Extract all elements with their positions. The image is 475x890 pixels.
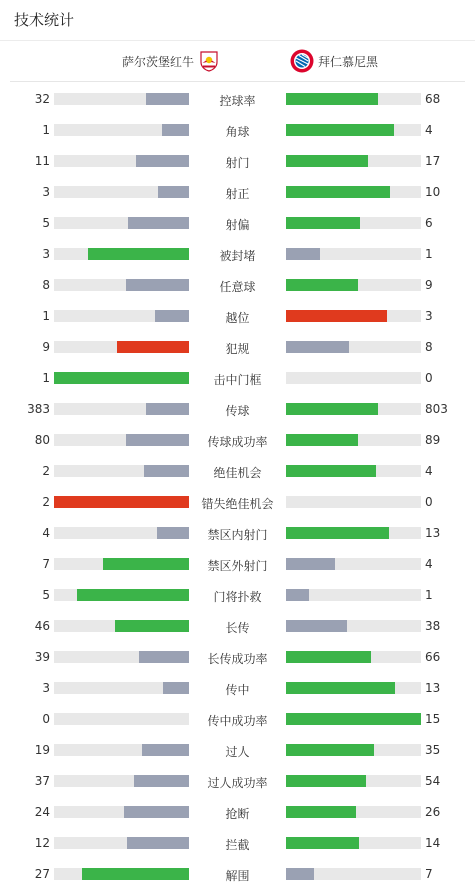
home-bar-track	[54, 403, 189, 415]
away-bar-fill	[286, 713, 421, 725]
home-bar-track	[54, 837, 189, 849]
away-bar-fill	[286, 775, 366, 787]
away-bar-track	[286, 527, 421, 539]
home-value: 0	[42, 712, 50, 726]
away-bar-track	[286, 217, 421, 229]
away-bar-track	[286, 434, 421, 446]
home-bar-track	[54, 155, 189, 167]
home-value: 27	[34, 867, 50, 881]
away-value: 1	[425, 247, 433, 261]
home-bar-fill	[127, 837, 189, 849]
home-team[interactable]	[122, 50, 220, 72]
home-bar-fill	[163, 682, 189, 694]
stat-row	[0, 425, 475, 456]
home-value: 3	[42, 185, 50, 199]
stat-label: 抢断	[225, 807, 250, 821]
away-team-name: 拜仁慕尼黑	[318, 54, 379, 69]
home-bar-fill	[155, 310, 189, 322]
stat-row	[0, 239, 475, 270]
stat-label: 射正	[225, 187, 250, 201]
away-value: 54	[425, 774, 441, 788]
away-value: 13	[425, 526, 441, 540]
home-bar-track	[54, 775, 189, 787]
stat-label: 禁区外射门	[207, 559, 268, 573]
stat-label: 传球	[225, 404, 250, 418]
home-value: 4	[42, 526, 50, 540]
stat-label: 越位	[225, 311, 250, 325]
home-bar-track	[54, 806, 189, 818]
home-bar-fill	[54, 372, 189, 384]
away-value: 803	[425, 402, 448, 416]
stat-label: 击中门框	[213, 373, 262, 387]
away-value: 35	[425, 743, 441, 757]
stat-label: 传球成功率	[207, 435, 268, 449]
away-bar-track	[286, 837, 421, 849]
home-bar-fill	[126, 279, 189, 291]
home-value: 5	[42, 216, 50, 230]
stat-row	[0, 270, 475, 301]
away-bar-track	[286, 310, 421, 322]
away-bar-fill	[286, 744, 374, 756]
away-value: 0	[425, 371, 433, 385]
stat-row	[0, 456, 475, 487]
stat-label: 拦截	[225, 838, 250, 852]
away-bar-track	[286, 279, 421, 291]
home-bar-track	[54, 279, 189, 291]
home-bar-track	[54, 682, 189, 694]
away-bar-fill	[286, 434, 358, 446]
stat-row	[0, 704, 475, 735]
away-value: 3	[425, 309, 433, 323]
stat-label: 错失绝佳机会	[201, 497, 274, 511]
away-bar-track	[286, 682, 421, 694]
home-bar-track	[54, 713, 189, 725]
home-bar-track	[54, 527, 189, 539]
away-bar-fill	[286, 93, 378, 105]
home-bar-fill	[144, 465, 189, 477]
home-bar-track	[54, 310, 189, 322]
home-bar-track	[54, 341, 189, 353]
away-bar-fill	[286, 403, 378, 415]
home-bar-track	[54, 124, 189, 136]
home-value: 37	[34, 774, 50, 788]
stat-row	[0, 611, 475, 642]
stat-label: 角球	[225, 125, 250, 139]
home-bar-fill	[77, 589, 189, 601]
away-bar-fill	[286, 217, 360, 229]
team-header	[10, 41, 465, 82]
away-bar-fill	[286, 868, 314, 880]
away-value: 17	[425, 154, 441, 168]
stat-label: 任意球	[219, 280, 256, 294]
home-team-name: 萨尔茨堡红牛	[121, 54, 194, 69]
stat-label: 控球率	[219, 94, 256, 108]
home-value: 24	[34, 805, 50, 819]
home-value: 12	[34, 836, 50, 850]
away-value: 26	[425, 805, 441, 819]
away-bar-track	[286, 372, 421, 384]
home-value: 1	[42, 123, 50, 137]
away-bar-fill	[286, 279, 358, 291]
home-bar-fill	[136, 155, 189, 167]
stat-row	[0, 301, 475, 332]
away-value: 6	[425, 216, 433, 230]
home-value: 46	[34, 619, 50, 633]
away-bar-track	[286, 713, 421, 725]
home-value: 19	[34, 743, 50, 757]
stat-label: 射偏	[225, 218, 250, 232]
away-value: 68	[425, 92, 441, 106]
home-bar-fill	[146, 403, 189, 415]
home-bar-fill	[82, 868, 189, 880]
home-bar-fill	[128, 217, 189, 229]
home-value: 32	[34, 92, 50, 106]
away-bar-fill	[286, 310, 387, 322]
away-value: 89	[425, 433, 441, 447]
home-bar-track	[54, 434, 189, 446]
home-bar-fill	[126, 434, 189, 446]
stat-row	[0, 177, 475, 208]
home-value: 1	[42, 309, 50, 323]
home-bar-track	[54, 651, 189, 663]
away-bar-fill	[286, 558, 335, 570]
away-bar-fill	[286, 248, 320, 260]
home-bar-track	[54, 589, 189, 601]
away-bar-track	[286, 124, 421, 136]
home-bar-fill	[158, 186, 189, 198]
home-value: 11	[34, 154, 50, 168]
home-bar-track	[54, 186, 189, 198]
away-bar-track	[286, 775, 421, 787]
stat-row	[0, 518, 475, 549]
home-bar-fill	[146, 93, 189, 105]
bayern-munich-logo-icon	[290, 49, 314, 73]
home-bar-track	[54, 217, 189, 229]
away-bar-track	[286, 868, 421, 880]
home-bar-fill	[54, 496, 189, 508]
stat-row	[0, 735, 475, 766]
stat-label: 长传	[225, 621, 250, 635]
away-bar-track	[286, 744, 421, 756]
away-bar-fill	[286, 806, 356, 818]
away-bar-fill	[286, 341, 349, 353]
stat-row	[0, 208, 475, 239]
stat-label: 被封堵	[219, 249, 256, 263]
stat-row	[0, 797, 475, 828]
stat-row	[0, 549, 475, 580]
away-bar-fill	[286, 155, 368, 167]
stat-row	[0, 146, 475, 177]
stat-label: 解围	[225, 869, 250, 883]
stat-row	[0, 580, 475, 611]
stat-label: 传中成功率	[207, 714, 268, 728]
away-value: 66	[425, 650, 441, 664]
home-bar-track	[54, 465, 189, 477]
red-bull-salzburg-logo-icon	[198, 50, 220, 72]
home-bar-track	[54, 558, 189, 570]
away-bar-track	[286, 155, 421, 167]
away-value: 4	[425, 557, 433, 571]
home-value: 8	[42, 278, 50, 292]
away-bar-track	[286, 806, 421, 818]
away-bar-track	[286, 589, 421, 601]
away-value: 4	[425, 123, 433, 137]
away-bar-fill	[286, 186, 390, 198]
stat-row	[0, 363, 475, 394]
stat-label: 传中	[225, 683, 250, 697]
away-value: 4	[425, 464, 433, 478]
away-bar-fill	[286, 527, 389, 539]
away-bar-fill	[286, 620, 347, 632]
home-value: 2	[42, 464, 50, 478]
away-value: 10	[425, 185, 441, 199]
home-value: 3	[42, 247, 50, 261]
home-value: 39	[34, 650, 50, 664]
home-bar-fill	[124, 806, 189, 818]
stat-row	[0, 487, 475, 518]
stats-list	[0, 82, 475, 890]
home-bar-track	[54, 620, 189, 632]
away-bar-track	[286, 341, 421, 353]
home-bar-track	[54, 248, 189, 260]
home-bar-fill	[103, 558, 189, 570]
home-bar-track	[54, 744, 189, 756]
stat-label: 过人	[225, 745, 250, 759]
stat-label: 绝佳机会	[213, 466, 262, 480]
away-value: 13	[425, 681, 441, 695]
stat-row	[0, 394, 475, 425]
stat-label: 过人成功率	[207, 776, 268, 790]
away-value: 8	[425, 340, 433, 354]
away-bar-track	[286, 465, 421, 477]
home-bar-track	[54, 496, 189, 508]
home-bar-fill	[117, 341, 189, 353]
home-bar-fill	[142, 744, 189, 756]
away-bar-track	[286, 403, 421, 415]
home-bar-fill	[157, 527, 189, 539]
away-bar-track	[286, 620, 421, 632]
away-bar-fill	[286, 124, 394, 136]
stat-label: 射门	[225, 156, 250, 170]
home-bar-fill	[88, 248, 189, 260]
away-bar-track	[286, 248, 421, 260]
home-value: 80	[34, 433, 50, 447]
away-value: 0	[425, 495, 433, 509]
away-bar-track	[286, 186, 421, 198]
home-value: 7	[42, 557, 50, 571]
stat-row	[0, 766, 475, 797]
away-bar-track	[286, 558, 421, 570]
away-value: 38	[425, 619, 441, 633]
home-value: 2	[42, 495, 50, 509]
away-bar-fill	[286, 651, 371, 663]
section-header	[0, 0, 475, 41]
stat-row	[0, 115, 475, 146]
section-title: 技术统计	[14, 11, 75, 29]
stat-row	[0, 828, 475, 859]
home-value: 1	[42, 371, 50, 385]
stat-row	[0, 84, 475, 115]
stat-label: 禁区内射门	[207, 528, 268, 542]
stat-label: 门将扑救	[213, 590, 262, 604]
away-bar-track	[286, 93, 421, 105]
away-value: 1	[425, 588, 433, 602]
home-value: 9	[42, 340, 50, 354]
home-bar-track	[54, 93, 189, 105]
home-bar-track	[54, 868, 189, 880]
away-bar-fill	[286, 837, 359, 849]
away-bar-track	[286, 651, 421, 663]
away-bar-fill	[286, 465, 376, 477]
home-value: 383	[27, 402, 50, 416]
away-bar-track	[286, 496, 421, 508]
stat-label: 长传成功率	[207, 652, 268, 666]
home-bar-fill	[115, 620, 189, 632]
stat-row	[0, 859, 475, 890]
home-value: 5	[42, 588, 50, 602]
away-bar-fill	[286, 682, 395, 694]
stat-label: 犯规	[225, 342, 250, 356]
away-team[interactable]	[290, 49, 378, 73]
away-value: 15	[425, 712, 441, 726]
home-bar-fill	[139, 651, 189, 663]
away-value: 9	[425, 278, 433, 292]
away-value: 7	[425, 867, 433, 881]
home-bar-track	[54, 372, 189, 384]
home-bar-fill	[134, 775, 189, 787]
home-value: 3	[42, 681, 50, 695]
stat-row	[0, 332, 475, 363]
stat-row	[0, 642, 475, 673]
home-bar-fill	[162, 124, 189, 136]
stat-row	[0, 673, 475, 704]
away-bar-fill	[286, 589, 309, 601]
away-value: 14	[425, 836, 441, 850]
